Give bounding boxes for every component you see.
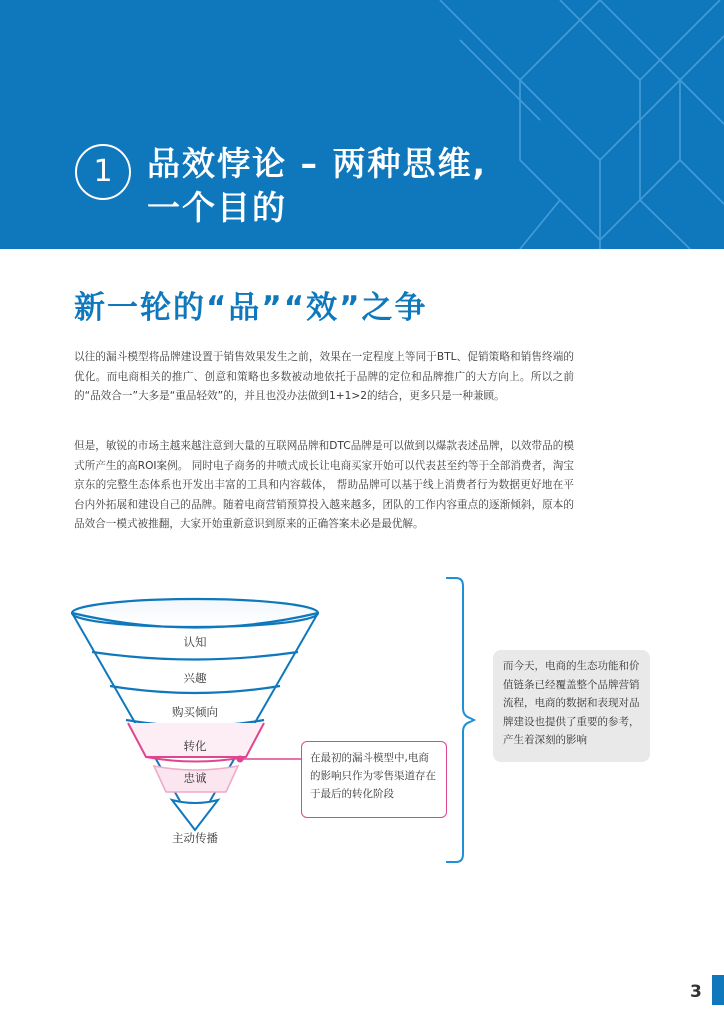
- funnel-stage-purchase-intent: 购买倾向: [172, 705, 218, 719]
- ecommerce-callout-box: 在最初的漏斗模型中,电商的影响只作为零售渠道存在于最后的转化阶段: [301, 741, 447, 818]
- section-number-badge: 1: [75, 144, 131, 200]
- funnel-stage-interest: 兴趣: [183, 671, 207, 685]
- funnel-stage-awareness: 认知: [183, 635, 207, 649]
- funnel-stage-advocacy: 主动传播: [172, 831, 218, 845]
- funnel-rim: [72, 599, 318, 627]
- today-note-box: 而今天，电商的生态功能和价值链条已经覆盖整个品牌营销流程，电商的数据和表现对品牌建设也提供了重要的参考，产生着深刻的影响: [493, 650, 650, 762]
- paragraph-1: 以往的漏斗模型将品牌建设置于销售效果发生之前，效果在一定程度上等同于BTL、促销策略和销售终端的优化。而电商相关的推广、创意和策略也多数被动地依托于品牌的定位和品牌推广的大方向上。所以之前的“品效合一”大多是“重品轻效”的，并且也没办法做到1+1>2的结合，更多只是一种兼顾。: [74, 351, 574, 402]
- page-number-bar: [712, 975, 724, 1005]
- subtitle-heading: 新一轮的“品”“效”之争: [74, 290, 428, 326]
- page-number: 3: [690, 982, 702, 1002]
- section-title-line1: 品效悖论 – 两种思维,: [147, 144, 488, 183]
- header-banner: [0, 0, 724, 249]
- paragraph-2: 但是，敏锐的市场主越来越注意到大量的互联网品牌和DTC品牌是可以做到以爆款表述品牌，以效带品的模式所产生的高ROI案例。 同时电子商务的井喷式成长让电商买家开始可以代表甚至约等于全部消费者，淘宝京东的完整生态体系也开发出丰富的工具和内容载体， 帮助品牌可以基于线上消费者行为数据更好地在平台内外拓展和建设自己的品牌。随着电商营销预算投入越来越多，团队的工作内容重点的逐渐倾斜，原本的品效合一模式被推翻，大家开始重新意识到原来的正确答案未必是最优解。: [74, 440, 574, 530]
- section-title-line2: 一个目的: [147, 188, 287, 227]
- bracket: [446, 578, 474, 862]
- funnel-stage-loyalty: 忠诚: [183, 771, 207, 785]
- section-title: [147, 142, 487, 230]
- funnel-stage-conversion: 转化: [183, 739, 207, 753]
